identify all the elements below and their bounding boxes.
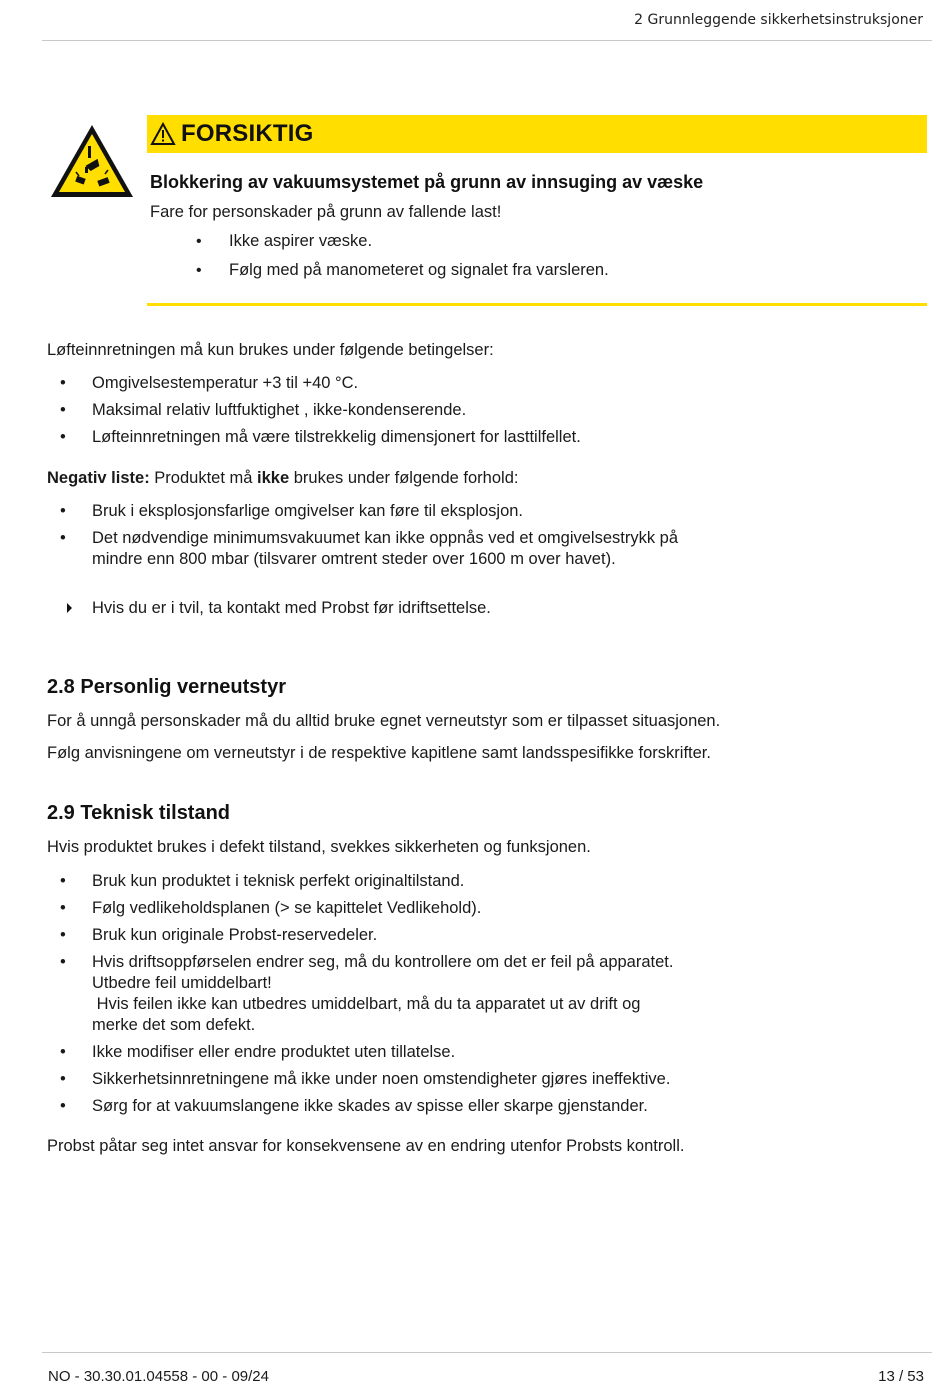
list-item: • Løfteinnretningen må være tilstrekkelig dimensjonert for lasttilfellet. bbox=[60, 427, 581, 448]
action-instruction: Hvis du er i tvil, ta kontakt med Probst før idriftsettelse. bbox=[60, 598, 491, 619]
paragraph: Hvis produktet brukes i defekt tilstand, svekkes sikkerheten og funksjonen. bbox=[47, 838, 591, 856]
warning-label: FORSIKTIG bbox=[181, 120, 314, 147]
falling-load-warning-icon bbox=[48, 122, 136, 200]
list-item: • Det nødvendige minimumsvakuumet kan ikke oppnås ved et omgivelsestrykk på mindre enn 800 mbar (tilsvarer omtrent steder over 1600 m over havet). bbox=[60, 528, 678, 570]
paragraph: Følg anvisningene om verneutstyr i de respektive kapitlene samt landsspesifikke forskrifter. bbox=[47, 744, 711, 762]
list-item: • Bruk kun originale Probst-reservedeler. bbox=[60, 925, 673, 946]
page-number: 13 / 53 bbox=[878, 1368, 924, 1385]
list-item: • Sikkerhetsinnretningene må ikke under noen omstendigheter gjøres ineffektive. bbox=[60, 1069, 673, 1090]
warning-triangle-icon bbox=[150, 122, 176, 146]
list-item: • Ikke aspirer væske. bbox=[196, 231, 609, 260]
warning-heading: Blokkering av vakuumsystemet på grunn av innsuging av væske bbox=[150, 172, 704, 192]
running-header: 2 Grunnleggende sikkerhetsinstruksjoner bbox=[634, 12, 923, 28]
document-id: NO - 30.30.01.04558 - 00 - 09/24 bbox=[48, 1368, 269, 1385]
list-item: • Omgivelsestemperatur +3 til +40 °C. bbox=[60, 373, 581, 394]
header-divider bbox=[42, 40, 932, 41]
list-item: • Følg med på manometeret og signalet fra varsleren. bbox=[196, 260, 609, 289]
list-item: • Hvis driftsoppførselen endrer seg, må du kontrollere om det er feil på apparatet. Utbedre feil umiddelbart! Hvis feilen ikke kan utbedres umiddelbart, må du ta apparatet ut av drift og merke det som defekt. bbox=[60, 952, 673, 1036]
list-item: • Bruk i eksplosjonsfarlige omgivelser kan føre til eksplosjon. bbox=[60, 501, 678, 522]
negative-list bbox=[60, 501, 678, 570]
hazard-text: Fare for personskader på grunn av fallende last! bbox=[150, 203, 502, 221]
list-item: • Ikke modifiser eller endre produktet uten tillatelse. bbox=[60, 1042, 673, 1063]
arrow-right-icon bbox=[67, 603, 72, 613]
list-item: • Sørg for at vakuumslangene ikke skades av spisse eller skarpe gjenstander. bbox=[60, 1096, 673, 1117]
emphasis: ikke bbox=[257, 469, 290, 487]
list-item: • Bruk kun produktet i teknisk perfekt originaltilstand. bbox=[60, 871, 673, 892]
conditions-list bbox=[60, 373, 581, 448]
section-heading-2-8: 2.8 Personlig verneutstyr bbox=[47, 676, 286, 698]
section-heading-2-9: 2.9 Teknisk tilstand bbox=[47, 802, 231, 824]
conditions-intro: Løfteinnretningen må kun brukes under følgende betingelser: bbox=[47, 341, 494, 359]
warning-actions bbox=[196, 231, 609, 289]
warning-banner bbox=[147, 115, 927, 153]
negative-list-label: Negativ liste: bbox=[47, 469, 150, 487]
warning-bottom-rule bbox=[147, 303, 927, 306]
closing-paragraph: Probst påtar seg intet ansvar for konsekvensene av en endring utenfor Probsts kontroll. bbox=[47, 1137, 685, 1155]
condition-list bbox=[60, 871, 673, 1117]
footer-divider bbox=[42, 1352, 932, 1353]
paragraph: For å unngå personskader må du alltid bruke egnet verneutstyr som er tilpasset situasjonen. bbox=[47, 712, 721, 730]
list-item: • Følg vedlikeholdsplanen (> se kapittelet Vedlikehold). bbox=[60, 898, 673, 919]
negative-list-intro: Negativ liste: Produktet må ikke brukes under følgende forhold: bbox=[47, 469, 519, 487]
list-item: • Maksimal relativ luftfuktighet , ikke-kondenserende. bbox=[60, 400, 581, 421]
